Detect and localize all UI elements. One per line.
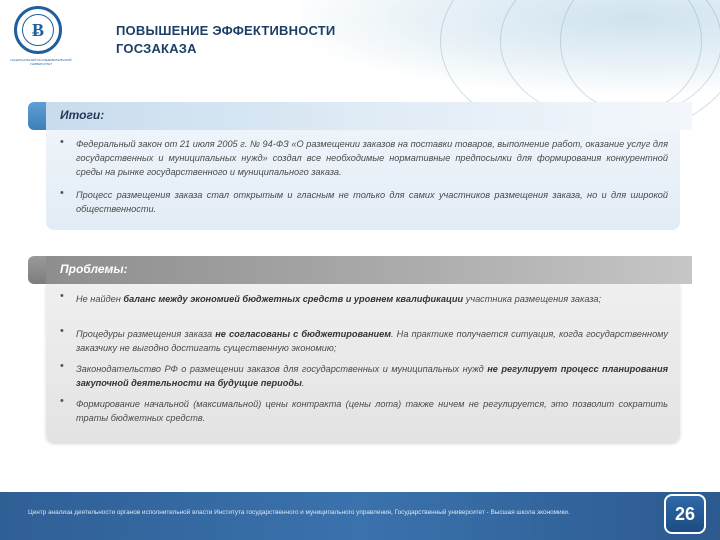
footer-bar	[0, 492, 720, 540]
results-tab-marker	[28, 102, 46, 130]
results-section-header	[28, 102, 692, 130]
problems-band	[46, 256, 692, 284]
problems-tab-marker	[28, 256, 46, 284]
title-line-2: ГОСЗАКАЗА	[116, 41, 197, 56]
bullet-marker: •	[60, 395, 64, 407]
results-item-1: Федеральный закон от 21 июля 2005 г. № 94-ФЗ «О размещении заказов на поставки товаров, выполнение работ, оказание услуг для государственных и муниципальных нужд» создал все необходимые нормативные предпосылки для формирования конкурентной среды на рынке государственного и муниципального заказа.	[76, 139, 668, 177]
bullet-marker: •	[60, 360, 64, 372]
university-logo-icon: Ƀ	[14, 6, 62, 54]
bullet-marker: •	[60, 187, 64, 199]
title-line-1: ПОВЫШЕНИЕ ЭФФЕКТИВНОСТИ	[116, 23, 336, 38]
bullet-marker: •	[60, 325, 64, 337]
results-item-2: Процесс размещения заказа стал открытым и гласным не только для самих участников размещения заказа, но и для широкой общественности.	[76, 190, 668, 214]
page-number-badge: 26	[664, 494, 706, 534]
problems-item-4: Формирование начальной (максимальной) цены контракта (цены лота) также ничем не регулируется, это позволит сократить траты бюджетных средств.	[76, 399, 668, 423]
problems-item-2: Процедуры размещения заказа не согласованы с бюджетированием. На практике получается ситуация, когда государственному заказчику не выгодно достигать существенную экономию;	[76, 329, 668, 353]
page-title	[116, 22, 335, 58]
results-label: Итоги:	[60, 108, 105, 122]
problems-item-3: Законодательство РФ о размещении заказов для государственных и муниципальных нужд не регулирует процесс планирования закупочной деятельности на будущие периоды.	[76, 364, 668, 388]
header	[0, 0, 720, 92]
problems-item-1: Не найден баланс между экономией бюджетных средств и уровнем квалификации участника размещения заказа;	[76, 294, 602, 304]
problems-section-header	[28, 256, 692, 284]
bullet-marker: •	[60, 290, 64, 302]
problems-label: Проблемы:	[60, 262, 128, 276]
globe-background	[300, 0, 720, 92]
bullet-marker: •	[60, 136, 64, 148]
footer-text: Центр анализа деятельности органов исполнительной власти Института государственного и муниципального управления, Государственный университет - Высшая школа экономики.	[28, 509, 570, 516]
results-band	[46, 102, 692, 130]
logo-caption: НАЦИОНАЛЬНЫЙ ИССЛЕДОВАТЕЛЬСКИЙ УНИВЕРСИТЕТ	[10, 58, 72, 66]
